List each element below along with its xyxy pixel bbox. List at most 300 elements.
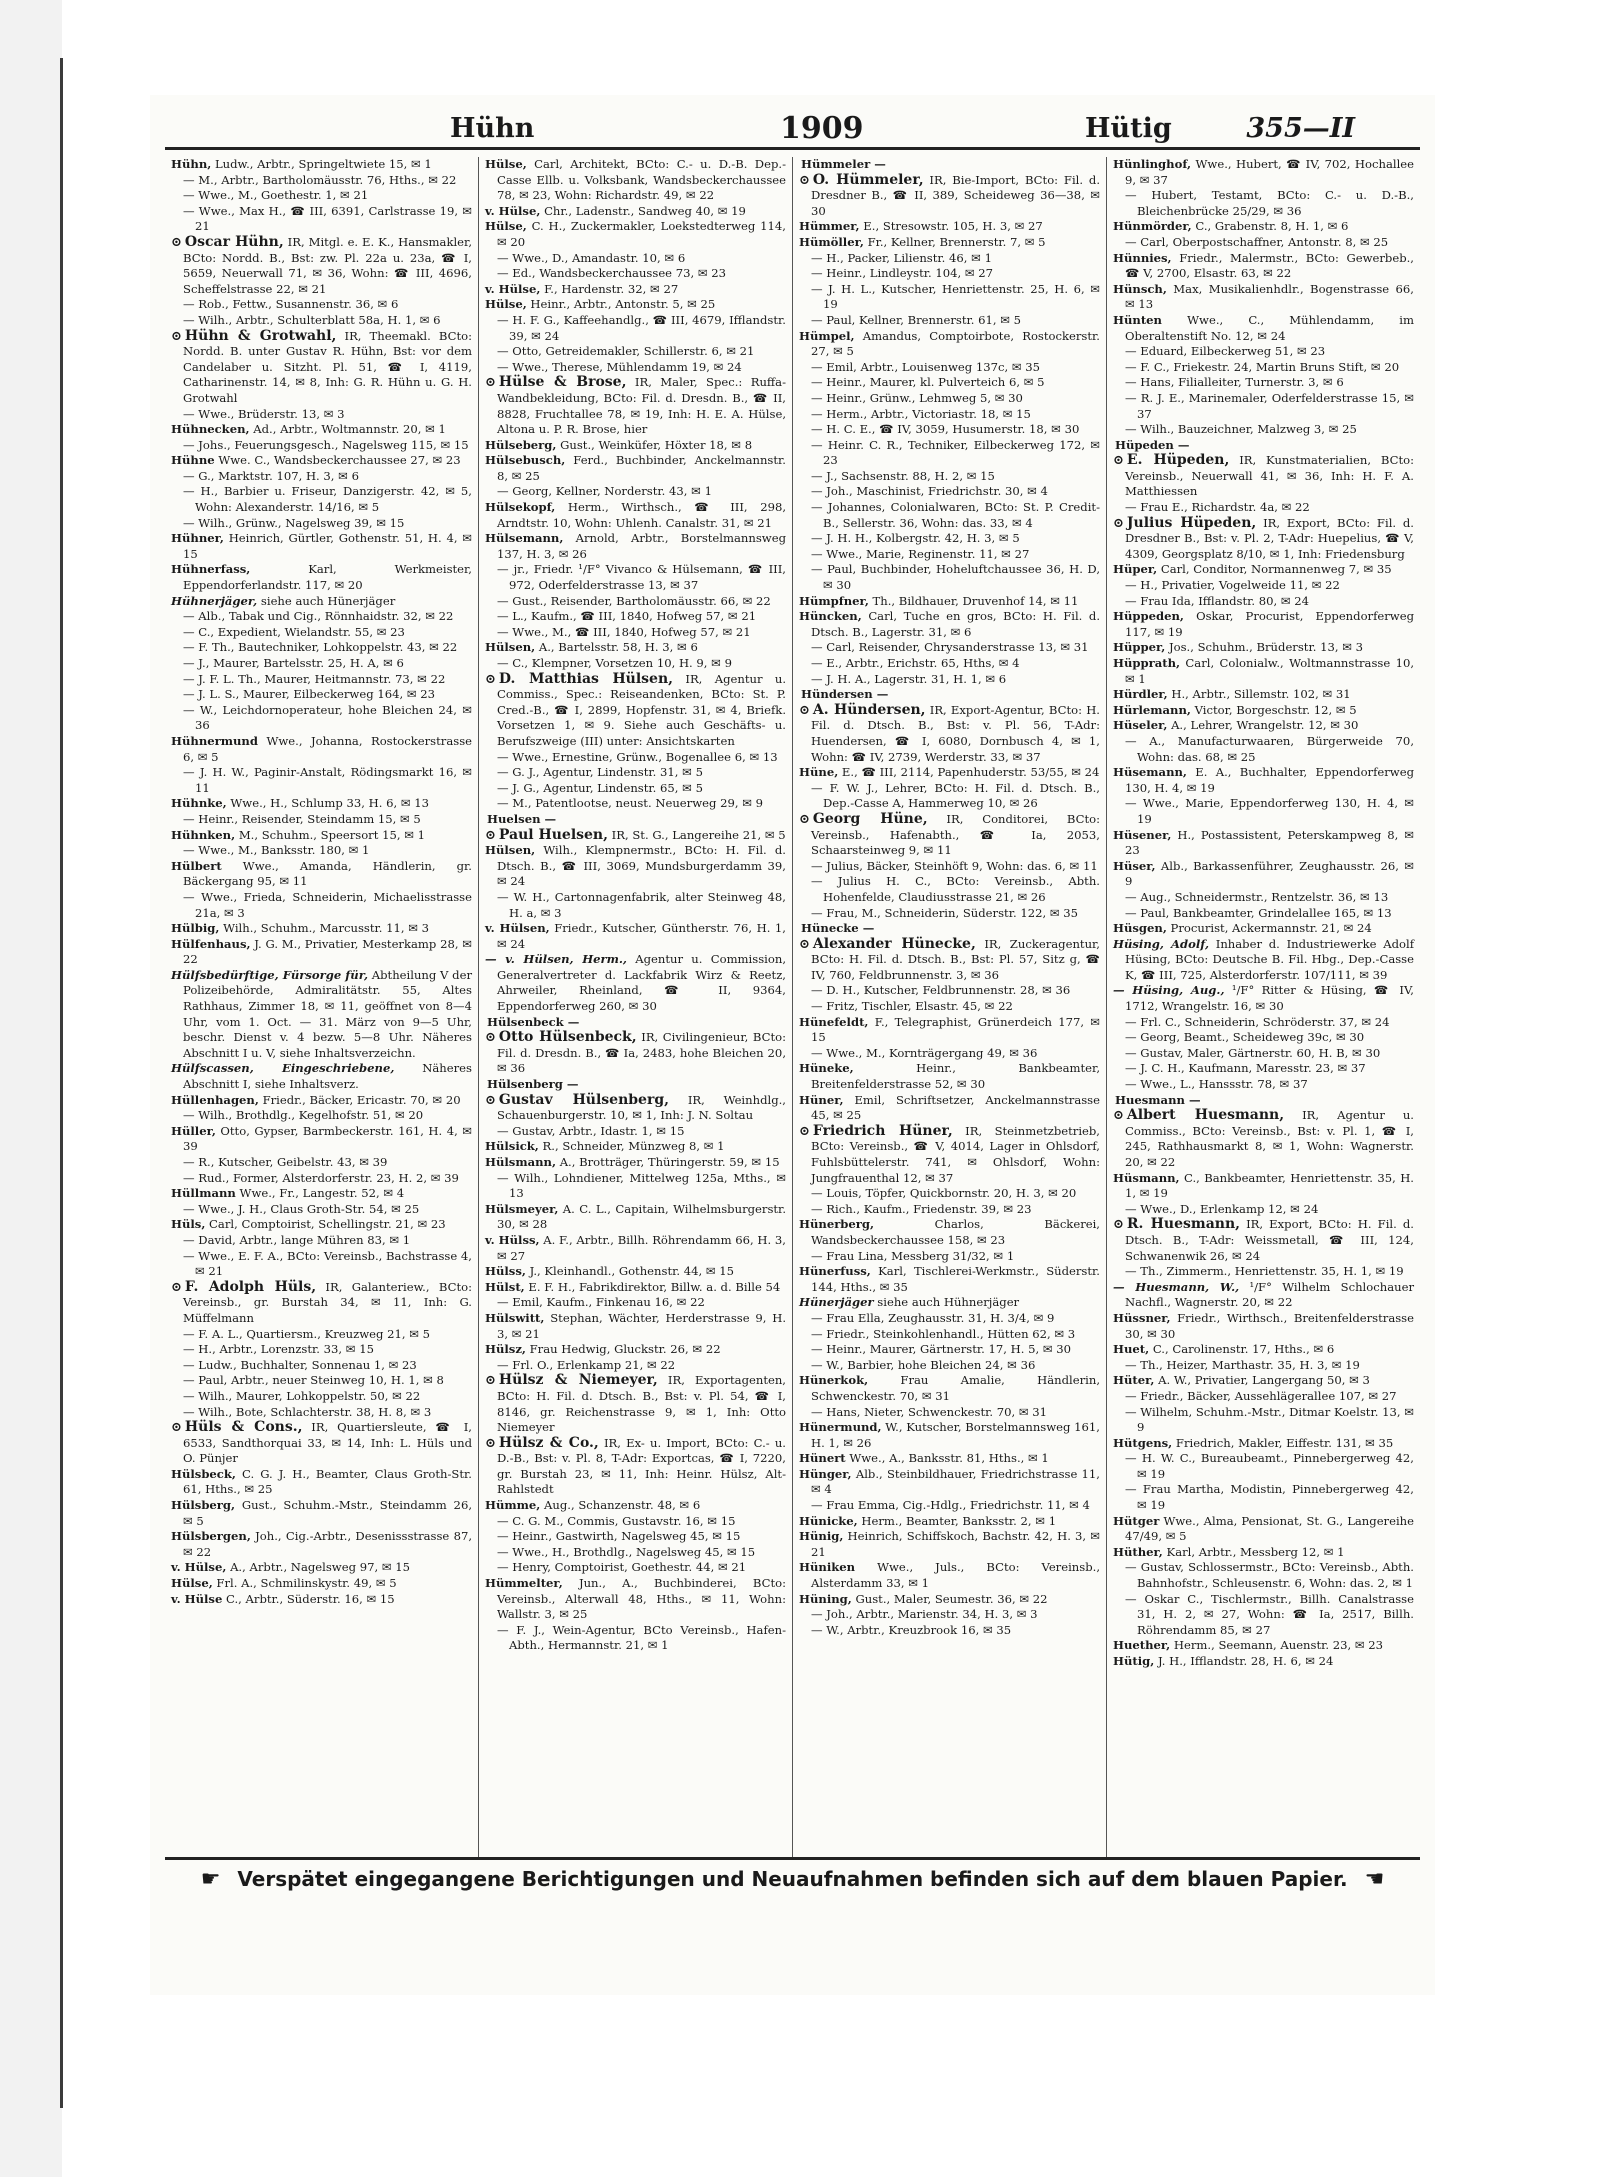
- directory-entry: [171, 1217, 472, 1233]
- entry-details: IR, St. G., Langereihe 21, ✉ 5: [611, 827, 786, 842]
- directory-entry: [799, 375, 1100, 391]
- entry-details: Wwe., Johanna, Rostockerstrasse 6, ✉ 5: [183, 733, 473, 764]
- entry-name: Hümpfner,: [799, 593, 869, 608]
- directory-entry: [485, 1373, 786, 1435]
- directory-entry: [171, 1061, 472, 1092]
- entry-name: Hülsen,: [485, 843, 536, 858]
- directory-entry: [171, 297, 472, 313]
- directory-entry: [1113, 219, 1414, 235]
- entry-details: Friedr., Kutscher, Güntherstr. 76, H. 1, ✉ 24: [497, 921, 786, 951]
- directory-entry: [799, 173, 1100, 220]
- entry-name: Hüniken: [799, 1560, 856, 1575]
- directory-entry: [171, 329, 472, 407]
- entry-name: Hüpprath,: [1113, 656, 1181, 670]
- directory-entry: [485, 157, 786, 204]
- directory-entry: [1113, 906, 1414, 922]
- entry-name: Hülsick,: [485, 1139, 539, 1154]
- directory-entry: [485, 1171, 786, 1202]
- entry-details: — David, Arbtr., lange Mühren 83, ✉ 1: [183, 1232, 411, 1247]
- entry-name: Hühnermund: [171, 733, 258, 748]
- entry-name: Hümme,: [485, 1498, 541, 1513]
- entry-details: Heinrich, Schiffskoch, Bachstr. 42, H. 3, ✉ 21: [811, 1529, 1100, 1559]
- directory-entry: [485, 1030, 786, 1077]
- entry-details: siehe auch Hühnerjäger: [877, 1295, 1020, 1310]
- entry-details: Huelsen —: [487, 811, 557, 826]
- entry-details: — J. H. H., Kolbergstr. 42, H. 3, ✉ 5: [811, 531, 1020, 546]
- entry-name: Hühnke,: [171, 796, 227, 811]
- entry-details: — Wilh., Arbtr., Schulterblatt 58a, H. 1, ✉ 6: [183, 312, 441, 327]
- entry-details: Otto, Gypser, Barmbeckerstr. 161, H. 4, ✉ 39: [183, 1123, 473, 1154]
- directory-entry: [1113, 1373, 1414, 1389]
- entry-name: Hüter,: [1113, 1373, 1155, 1388]
- directory-heading: [799, 921, 1100, 937]
- entry-details: — Joh., Maschinist, Friedrichstr. 30, ✉ 4: [811, 484, 1048, 499]
- directory-entry: [799, 999, 1100, 1015]
- entry-details: C. G. J. H., Beamter, Claus Groth-Str. 61, Hths., ✉ 25: [183, 1466, 472, 1497]
- entry-details: IR, Maler, Spec.: Ruffa-Wandbekleidung, BCto: Fil. d. Dresdn. B., ☎ II, 8828, Fruchtallee 78, ✉ 19, Inh: H. E. A. Hülse, Altona u. P. R. Brose, hier: [497, 375, 786, 437]
- directory-entry: [799, 874, 1100, 905]
- circle-dot-icon: ⊙: [799, 811, 810, 827]
- entry-details: Ferd., Buchbinder, Anckelmannstr. 8, ✉ 25: [497, 453, 786, 483]
- entry-name: Hühnecken,: [171, 422, 250, 437]
- entry-name: Hümmelter,: [485, 1576, 563, 1591]
- entry-details: Friedrich, Makler, Eiffestr. 131, ✉ 35: [1175, 1435, 1394, 1450]
- entry-details: Oskar, Procurist, Eppendorferweg 117, ✉ 19: [1125, 609, 1414, 639]
- directory-entry: [799, 391, 1100, 407]
- directory-entry: [485, 1155, 786, 1171]
- entry-details: Karl, Werkmeister, Eppendorferlandstr. 117, ✉ 20: [183, 562, 472, 593]
- entry-details: Wwe., Fr., Langestr. 52, ✉ 4: [239, 1186, 405, 1201]
- entry-name: Hüllenhagen,: [171, 1092, 259, 1107]
- entry-details: Stephan, Wächter, Herderstrasse 9, H. 3, ✉ 21: [497, 1310, 787, 1341]
- directory-entry: [1113, 1015, 1414, 1031]
- directory-entry: [799, 656, 1100, 672]
- directory-entry: [171, 1108, 472, 1124]
- directory-entry: [1113, 1389, 1414, 1405]
- directory-entry: [171, 640, 472, 656]
- directory-entry: [485, 1545, 786, 1561]
- directory-entry: [1113, 609, 1414, 640]
- entry-details: M., Schuhm., Speersort 15, ✉ 1: [238, 827, 425, 842]
- entry-name: Paul Huelsen,: [498, 826, 608, 843]
- entry-details: — Heinr., Maurer, Gärtnerstr. 17, H. 5, ✉ 30: [811, 1342, 1072, 1357]
- entry-details: IR, Quartiersleute, ☎ I, 6533, Sandthorquai 33, ✉ 14, Inh: L. Hüls und O. Pünjer: [183, 1420, 472, 1466]
- directory-entry: [171, 968, 472, 1062]
- directory-entry: [1113, 251, 1414, 282]
- entry-details: — R. J. E., Marinemaler, Oderfelderstrasse 15, ✉ 37: [1125, 390, 1414, 421]
- directory-entry: [171, 594, 472, 610]
- directory-entry: [171, 1358, 472, 1374]
- entry-details: — Otto, Getreidemakler, Schillerstr. 6, ✉ 21: [497, 344, 755, 359]
- entry-details: Hülsenbeck —: [487, 1014, 580, 1029]
- directory-column-4: [1107, 157, 1420, 1857]
- entry-details: — Wwe., M., Kornträgergang 49, ✉ 36: [811, 1045, 1038, 1060]
- entry-name: Huet,: [1113, 1342, 1150, 1357]
- entry-name: Hünerberg,: [799, 1217, 875, 1232]
- entry-name: Hüner,: [799, 1092, 844, 1107]
- directory-entry: [799, 1342, 1100, 1358]
- entry-details: Alb., Steinbildhauer, Friedrichstrasse 11, ✉ 4: [811, 1466, 1100, 1497]
- entry-details: Carl, Tuche en gros, BCto: H. Fil. d. Dtsch. B., Lagerstr. 31, ✉ 6: [811, 609, 1100, 639]
- directory-column-2: [479, 157, 793, 1857]
- directory-entry: [485, 1342, 786, 1358]
- entry-name: Hümpel,: [799, 328, 855, 343]
- directory-entry: [171, 890, 472, 921]
- directory-entry: [171, 1155, 472, 1171]
- directory-entry: [171, 1202, 472, 1218]
- entry-name: Hülseberg,: [485, 437, 557, 452]
- entry-details: — J. L. S., Maurer, Eilbeckerweg 164, ✉ 23: [183, 687, 435, 702]
- entry-details: A. F., Arbtr., Billh. Röhrendamm 66, H. 3, ✉ 27: [497, 1232, 786, 1263]
- entry-details: J. H., Ifflandstr. 28, H. 6, ✉ 24: [1157, 1654, 1334, 1668]
- entry-details: — Gust., Reisender, Bartholomäusstr. 66, ✉ 22: [497, 593, 771, 608]
- directory-entry: [171, 173, 472, 189]
- directory-entry: [1113, 516, 1414, 563]
- entry-details: — Emil, Kaufm., Finkenau 16, ✉ 22: [497, 1295, 705, 1310]
- entry-details: — Louis, Töpfer, Quickbornstr. 20, H. 3, ✉ 20: [811, 1186, 1077, 1201]
- entry-details: — Th., Zimmerm., Henriettenstr. 35, H. 1, ✉ 19: [1125, 1264, 1404, 1279]
- circle-dot-icon: ⊙: [485, 827, 496, 843]
- entry-details: C., Carolinenstr. 17, Hths., ✉ 6: [1152, 1342, 1335, 1357]
- entry-details: — Frl. O., Erlenkamp 21, ✉ 22: [497, 1357, 676, 1372]
- directory-entry: [485, 251, 786, 267]
- entry-details: Huesmann —: [1115, 1092, 1201, 1107]
- entry-details: — Wwe., Marie, Eppendorferweg 130, H. 4, ✉ 19: [1125, 796, 1414, 826]
- entry-details: C., Bankbeamter, Henriettenstr. 35, H. 1, ✉ 19: [1125, 1170, 1414, 1201]
- directory-entry: [485, 1124, 786, 1140]
- entry-name: Huether,: [1113, 1638, 1171, 1653]
- entry-details: — M., Arbtr., Bartholomäusstr. 76, Hths., ✉ 22: [183, 172, 457, 187]
- entry-name: Hüncken,: [799, 609, 862, 624]
- entry-name: v. Hülse,: [171, 1560, 227, 1575]
- entry-name: Hülfsbedürftige, Fürsorge für,: [171, 967, 369, 982]
- entry-details: Wilh., Schuhm., Marcusstr. 11, ✉ 3: [223, 921, 430, 936]
- directory-entry: [799, 360, 1100, 376]
- directory-entry: [1113, 656, 1414, 687]
- directory-entry: [485, 204, 786, 220]
- directory-entry: [485, 890, 786, 921]
- entry-details: — Frau Emma, Cig.-Hdlg., Friedrichstr. 11, ✉ 4: [811, 1498, 1090, 1513]
- directory-entry: [799, 407, 1100, 423]
- directory-entry: [171, 609, 472, 625]
- entry-details: Charlos, Bäckerei, Wandsbeckerchaussee 158, ✉ 23: [811, 1217, 1100, 1247]
- directory-entry: [485, 1202, 786, 1233]
- entry-details: — F. Th., Bautechniker, Lohkoppelstr. 43, ✉ 22: [183, 640, 458, 655]
- directory-entry: [485, 562, 786, 593]
- directory-entry: [799, 329, 1100, 360]
- entry-name: Hünerkok,: [799, 1373, 869, 1388]
- directory-entry: [171, 687, 472, 703]
- directory-entry: [799, 251, 1100, 267]
- directory-entry: [171, 672, 472, 688]
- directory-entry: [799, 1015, 1100, 1046]
- directory-entry: [1113, 235, 1414, 251]
- entry-details: — Aug., Schneidermstr., Rentzelstr. 36, ✉ 13: [1125, 889, 1389, 904]
- entry-details: Joh., Cig.-Arbtr., Desenissstrasse 87, ✉ 22: [183, 1529, 473, 1559]
- directory-entry: [171, 1249, 472, 1280]
- circle-dot-icon: ⊙: [485, 375, 496, 391]
- directory-entry: [485, 952, 786, 1014]
- entry-name: Hüsgen,: [1113, 921, 1167, 936]
- header-page-number: 355—II: [1246, 113, 1355, 144]
- entry-details: A., Brotträger, Thüringerstr. 59, ✉ 15: [559, 1155, 780, 1169]
- entry-details: Friedr., Wirthsch., Breitenfelderstrasse 30, ✉ 30: [1125, 1310, 1414, 1341]
- directory-entry: [171, 625, 472, 641]
- entry-details: E., ☎ III, 2114, Papenhuderstr. 53/55, ✉ 24: [841, 765, 1100, 780]
- entry-details: — Gustav, Arbtr., Idastr. 1, ✉ 15: [497, 1123, 685, 1138]
- directory-entry: [171, 656, 472, 672]
- entry-details: — A., Manufacturwaaren, Bürgerweide 70, Wohn: das. 68, ✉ 25: [1125, 733, 1414, 764]
- entry-details: J., Kleinhandl., Gothenstr. 44, ✉ 15: [529, 1264, 735, 1279]
- directory-entry: [485, 1514, 786, 1530]
- directory-entry: [1113, 391, 1414, 422]
- entry-details: — J. H. A., Lagerstr. 31, H. 1, ✉ 6: [811, 671, 1007, 686]
- entry-details: — Wwe., E. F. A., BCto: Vereinsb., Bachstrasse 4, ✉ 21: [183, 1248, 472, 1279]
- directory-entry: [799, 219, 1100, 235]
- entry-details: — Heinr., Gastwirth, Nagelsweg 45, ✉ 15: [497, 1529, 741, 1544]
- entry-details: — Rob., Fettw., Susannenstr. 36, ✉ 6: [183, 297, 399, 312]
- circle-dot-icon: ⊙: [1113, 1217, 1124, 1233]
- entry-details: — F. A. L., Quartiersm., Kreuzweg 21, ✉ 5: [183, 1326, 431, 1341]
- entry-name: Hülsz & Co.,: [498, 1434, 599, 1451]
- entry-name: Hülfenhaus,: [171, 936, 251, 951]
- directory-entry: [799, 1217, 1100, 1248]
- entry-details: — Friedr., Steinkohlenhandl., Hütten 62, ✉ 3: [811, 1326, 1076, 1341]
- entry-details: — Wwe., J. H., Claus Groth-Str. 54, ✉ 25: [183, 1201, 420, 1216]
- entry-details: Victor, Borgeschstr. 12, ✉ 5: [1194, 702, 1357, 717]
- entry-details: — Wilh., Bauzeichner, Malzweg 3, ✉ 25: [1125, 422, 1357, 437]
- directory-entry: [799, 1249, 1100, 1265]
- entry-details: — Frau Lina, Messberg 31/32, ✉ 1: [811, 1248, 1015, 1263]
- directory-entry: [1113, 500, 1414, 516]
- directory-entry: [1113, 282, 1414, 313]
- circle-dot-icon: ⊙: [799, 702, 810, 718]
- entry-details: Herm., Seemann, Auenstr. 23, ✉ 23: [1173, 1638, 1384, 1653]
- header-first-name: Hühn: [450, 113, 535, 144]
- entry-name: Hünlinghof,: [1113, 157, 1192, 171]
- header-last-name: Hütig: [1085, 113, 1172, 144]
- directory-entry: [1113, 1451, 1414, 1482]
- entry-details: — Frau Ida, Ifflandstr. 80, ✉ 24: [1125, 593, 1310, 608]
- directory-entry: [171, 1171, 472, 1187]
- directory-entry: [1113, 1217, 1414, 1264]
- entry-details: Hündersen —: [801, 687, 889, 702]
- entry-name: Hünert: [799, 1451, 846, 1466]
- directory-entry: [799, 859, 1100, 875]
- entry-details: IR, Kunstmaterialien, BCto: Vereinsb., Neuerwall 41, ✉ 36, Inh: H. F. A. Matthiessen: [1125, 453, 1415, 499]
- entry-name: Hülse & Brose,: [498, 374, 627, 391]
- entry-details: Wwe., Juls., BCto: Vereinsb., Alsterdamm 33, ✉ 1: [811, 1560, 1101, 1591]
- pointing-hand-left-icon: ☛: [200, 1867, 221, 1892]
- entry-details: — Georg, Beamt., Scheideweg 39c, ✉ 30: [1125, 1030, 1365, 1045]
- circle-dot-icon: ⊙: [1113, 453, 1124, 469]
- directory-entry: [1113, 562, 1414, 578]
- directory-entry: [1113, 453, 1414, 500]
- directory-entry: [171, 407, 472, 423]
- entry-name: Hühn & Grotwahl,: [184, 327, 337, 344]
- entry-name: A. Hündersen,: [812, 701, 926, 718]
- circle-dot-icon: ⊙: [171, 1420, 182, 1436]
- directory-entry: [799, 1373, 1100, 1404]
- entry-name: Hüseler,: [1113, 718, 1168, 733]
- entry-details: A. C. L., Capitain, Wilhelmsburgerstr. 30, ✉ 28: [497, 1201, 787, 1232]
- circle-dot-icon: ⊙: [485, 1092, 496, 1108]
- entry-name: Hünger,: [799, 1466, 852, 1481]
- directory-entry: [485, 640, 786, 656]
- directory-entry: [171, 1405, 472, 1421]
- directory-entry: [799, 531, 1100, 547]
- entry-details: — Hubert, Testamt, BCto: C.- u. D.-B., Bleichenbrücke 25/29, ✉ 36: [1125, 188, 1414, 218]
- entry-details: — D. H., Kutscher, Feldbrunnenstr. 28, ✉ 36: [811, 983, 1071, 998]
- entry-details: Arnold, Arbtr., Borstelmannsweg 137, H. 3, ✉ 26: [497, 531, 786, 561]
- entry-details: — Heinr., Maurer, kl. Pulverteich 6, ✉ 5: [811, 375, 1045, 390]
- entry-name: Hüsemann,: [1113, 765, 1187, 780]
- entry-details: Jun., A., Buchbinderei, BCto: Vereinsb., Alterwall 48, Hths., ✉ 11, Wohn: Wallstr. 3, ✉ 25: [497, 1576, 786, 1622]
- entry-details: F., Telegraphist, Grünerdeich 177, ✉ 15: [811, 1014, 1101, 1045]
- entry-details: IR, Agentur u. Commiss., BCto: Vereinsb., Bst: v. Pl. 1, ☎ I, 245, Rathhausmarkt 8, ✉ 1, Wohn: Wagnerstr. 20, ✉ 22: [1125, 1108, 1414, 1169]
- entry-name: Hülfscassen, Eingeschriebene,: [171, 1061, 395, 1076]
- page-footer: [165, 1867, 1420, 1907]
- directory-entry: [485, 219, 786, 250]
- entry-details: Wwe., H., Schlump 33, H. 6, ✉ 13: [230, 796, 429, 811]
- entry-details: — J. F. L. Th., Maurer, Heitmannstr. 73, ✉ 22: [183, 671, 446, 686]
- directory-entry: [1113, 188, 1414, 219]
- directory-entry: [799, 1514, 1100, 1530]
- entry-details: Carl, Colonialw., Woltmannstrasse 10, ✉ 1: [1125, 656, 1415, 686]
- directory-entry: [171, 828, 472, 844]
- entry-name: Albert Huesmann,: [1126, 1107, 1285, 1124]
- circle-dot-icon: ⊙: [171, 234, 182, 250]
- entry-details: Wwe., Hubert, ☎ IV, 702, Hochallee 9, ✉ 37: [1125, 157, 1414, 187]
- entry-details: Carl, Conditor, Normannenweg 7, ✉ 35: [1160, 562, 1392, 577]
- directory-entry: [485, 282, 786, 298]
- directory-entry: [1113, 578, 1414, 594]
- entry-details: — Friedr., Bäcker, Aussehlägerallee 107, ✉ 27: [1125, 1388, 1397, 1403]
- entry-details: — Ed., Wandsbeckerchaussee 73, ✉ 23: [497, 266, 727, 281]
- entry-details: — Herm., Arbtr., Victoriastr. 18, ✉ 15: [811, 406, 1031, 421]
- entry-name: Hüsmann,: [1113, 1170, 1180, 1185]
- circle-dot-icon: ⊙: [799, 936, 810, 952]
- directory-entry: [1113, 859, 1414, 890]
- entry-details: — Oskar C., Tischlermstr., Billh. Canalstrasse 31, H. 2, ✉ 27, Wohn: ☎ Ia, 2517, Billh. Röhrendamm 85, ✉ 27: [1125, 1591, 1414, 1637]
- entry-details: J. G. M., Privatier, Mesterkamp 28, ✉ 22: [183, 936, 472, 967]
- entry-name: v. Hülss,: [485, 1232, 540, 1247]
- entry-name: Hüneke,: [799, 1061, 854, 1076]
- directory-entry: [799, 906, 1100, 922]
- entry-details: IR, Conditorei, BCto: Vereinsb., Hafenabth., ☎ Ia, 2053, Schaarsteinweg 9, ✉ 11: [811, 811, 1101, 858]
- entry-details: — Wilh., Bote, Schlachterstr. 38, H. 8, ✉ 3: [183, 1404, 432, 1419]
- directory-entry: [485, 1295, 786, 1311]
- entry-details: — J. C. H., Kaufmann, Maresstr. 23, ✉ 37: [1125, 1061, 1366, 1076]
- entry-name: Hühne: [171, 453, 215, 468]
- entry-details: — Frl. C., Schneiderin, Schröderstr. 37, ✉ 24: [1125, 1014, 1390, 1029]
- entry-name: Hüllmann: [171, 1186, 236, 1201]
- entry-details: — Fritz, Tischler, Elsastr. 45, ✉ 22: [811, 999, 1013, 1014]
- entry-details: R., Schneider, Münzweg 8, ✉ 1: [542, 1139, 725, 1154]
- entry-name: Hülsmann,: [485, 1155, 556, 1169]
- entry-details: — J., Maurer, Bartelsstr. 25, H. A, ✉ 6: [183, 656, 404, 670]
- entry-name: Hülsz,: [485, 1342, 526, 1357]
- directory-entry: [485, 500, 786, 531]
- entry-details: — C., Expedient, Wielandstr. 55, ✉ 23: [183, 624, 405, 639]
- entry-details: Procurist, Ackermannstr. 21, ✉ 24: [1170, 921, 1372, 936]
- directory-entry: [485, 1280, 786, 1296]
- entry-name: Hülss,: [485, 1264, 526, 1279]
- directory-entry: [1113, 1560, 1414, 1591]
- entry-details: — Georg, Kellner, Norderstr. 43, ✉ 1: [497, 484, 712, 499]
- directory-entry: [799, 422, 1100, 438]
- entry-details: IR, Bie-Import, BCto: Fil. d. Dresdner B., ☎ II, 389, Scheideweg 36—38, ✉ 30: [811, 172, 1101, 218]
- entry-details: E. F. H., Fabrikdirektor, Billw. a. d. Bille 54: [528, 1279, 781, 1294]
- directory-entry: [485, 266, 786, 282]
- circle-dot-icon: ⊙: [1113, 1108, 1124, 1124]
- directory-entry: [1113, 1654, 1414, 1670]
- entry-name: Hünmörder,: [1113, 219, 1192, 234]
- entry-details: — Julius H. C., BCto: Vereinsb., Abth. Hohenfelde, Claudiusstrasse 21, ✉ 26: [811, 874, 1100, 904]
- entry-name: Hünicke,: [799, 1513, 858, 1528]
- entry-name: Hürdler,: [1113, 687, 1168, 702]
- entry-details: IR, Export-Agentur, BCto: H. Fil. d. Dtsch. B., Bst: v. Pl. 56, T-Adr: Huendersen, ☎ I, 6080, Dornbusch 4, ✉ 1, Wohn: ☎ IV, 2739, Werderstr. 33, ✉ 37: [811, 702, 1100, 764]
- entry-name: Hülst,: [485, 1279, 525, 1294]
- entry-details: — Carl, Reisender, Chrysanderstrasse 13, ✉ 31: [811, 640, 1089, 655]
- entry-name: Gustav Hülsenberg,: [498, 1091, 670, 1108]
- entry-details: Emil, Schriftsetzer, Anckelmannstrasse 45, ✉ 25: [811, 1092, 1100, 1123]
- entry-details: — Frau Ella, Zeughausstr. 31, H. 3/4, ✉ 9: [811, 1310, 1055, 1325]
- directory-heading: [1113, 1093, 1414, 1109]
- directory-entry: [799, 1202, 1100, 1218]
- directory-heading: [485, 812, 786, 828]
- directory-entry: [1113, 718, 1414, 734]
- entry-name: Hülbert: [171, 858, 222, 873]
- entry-details: — Wwe., Brüderstr. 13, ✉ 3: [183, 406, 345, 421]
- directory-entry: [485, 531, 786, 562]
- entry-name: Hüper,: [1113, 562, 1158, 577]
- directory-entry: [171, 1467, 472, 1498]
- directory-entry: [171, 1592, 472, 1608]
- entry-name: Hülsbeck,: [171, 1466, 236, 1481]
- entry-details: IR, Civilingenieur, BCto: Fil. d. Dresdn. B., ☎ Ia, 2483, hohe Bleichen 20, ✉ 36: [497, 1030, 787, 1076]
- entry-details: A., Arbtr., Nagelsweg 97, ✉ 15: [230, 1560, 410, 1575]
- directory-entry: [485, 375, 786, 437]
- entry-name: O. Hümmeler,: [812, 171, 924, 188]
- directory-entry: [485, 921, 786, 952]
- entry-details: Gust., Schuhm.-Mstr., Steindamm 26, ✉ 5: [183, 1498, 472, 1528]
- directory-entry: [485, 843, 786, 890]
- directory-entry: [171, 859, 472, 890]
- directory-entry: [1113, 1046, 1414, 1062]
- entry-details: Frau Amalie, Händlerin, Schwenckestr. 70, ✉ 31: [811, 1373, 1101, 1403]
- directory-entry: [171, 1420, 472, 1467]
- entry-name: — Hüsing, Aug.,: [1113, 983, 1225, 998]
- directory-heading: [1113, 438, 1414, 454]
- directory-entry: [171, 531, 472, 562]
- entry-details: Carl, Comptoirist, Schellingstr. 21, ✉ 23: [209, 1217, 446, 1232]
- circle-dot-icon: ⊙: [1113, 515, 1124, 531]
- directory-entry: [1113, 1077, 1414, 1093]
- entry-details: — Wwe., Marie, Reginenstr. 11, ✉ 27: [811, 546, 1030, 561]
- entry-details: — Wwe., D., Erlenkamp 12, ✉ 24: [1125, 1201, 1319, 1216]
- scan-edge: [0, 0, 62, 2177]
- entry-details: — Rud., Former, Alsterdorferstr. 23, H. 2, ✉ 39: [183, 1170, 459, 1185]
- entry-details: — Paul, Bankbeamter, Grindelallee 165, ✉ 13: [1125, 905, 1392, 920]
- entry-details: — W., Barbier, hohe Bleichen 24, ✉ 36: [811, 1357, 1036, 1372]
- directory-entry: [485, 1358, 786, 1374]
- entry-name: Hühnerfass,: [171, 562, 251, 577]
- directory-entry: [171, 765, 472, 796]
- directory-entry: [485, 1576, 786, 1623]
- entry-details: — H. F. G., Kaffeehandlg., ☎ III, 4679, Ifflandstr. 39, ✉ 24: [497, 312, 786, 343]
- pointing-hand-right-icon: ☚: [1364, 1867, 1385, 1892]
